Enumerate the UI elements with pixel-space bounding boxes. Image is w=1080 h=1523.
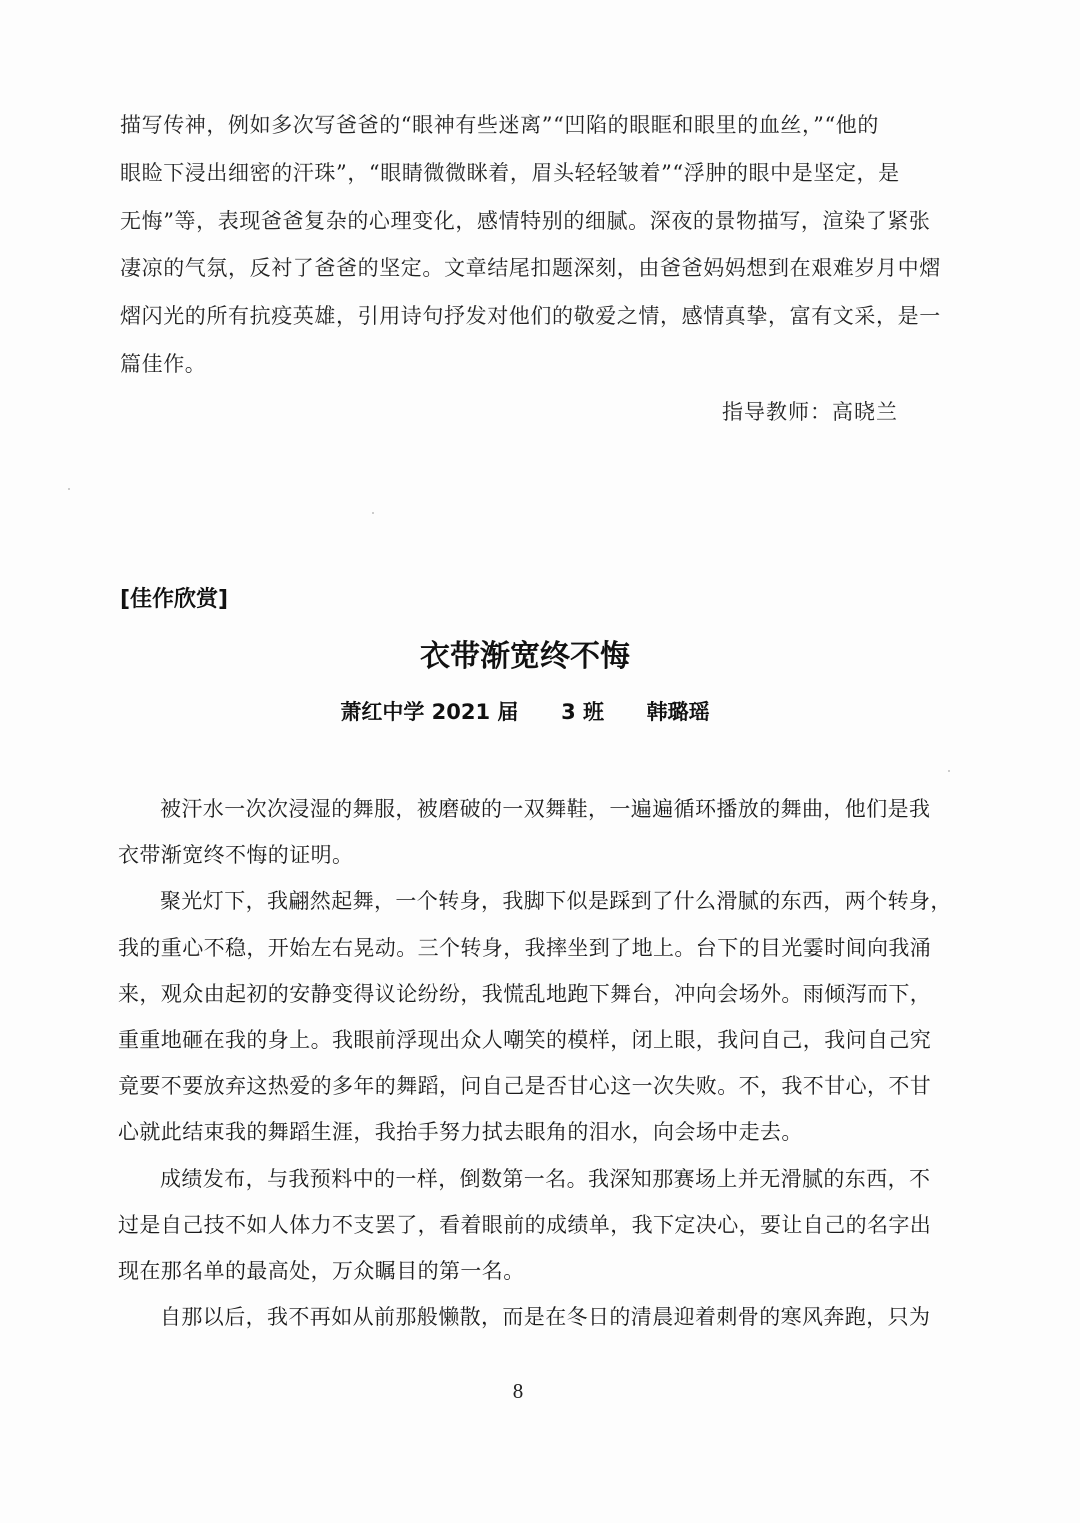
- essay-line: 重重地砸在我的身上。我眼前浮现出众人嘲笑的模样，闭上眼，我问自己，我问自己究: [118, 1027, 932, 1052]
- byline-class: 3 班: [561, 700, 604, 724]
- scan-speck: [372, 512, 374, 514]
- comment-line: 无悔”等，表现爸爸复杂的心理变化，感情特别的细腻。深夜的景物描写，渲染了紧张: [120, 208, 931, 233]
- essay-line: 过是自己技不如人体力不支罢了，看着眼前的成绩单，我下定决心，要让自己的名字出: [118, 1212, 932, 1237]
- essay-body: [118, 786, 952, 1340]
- comment-line: 凄凉的气氛，反衬了爸爸的坚定。文章结尾扣题深刻，由爸爸妈妈想到在艰难岁月中熠: [120, 256, 941, 281]
- essay-line: 心就此结束我的舞蹈生涯，我抬手努力拭去眼角的泪水，向会场中走去。: [118, 1120, 803, 1145]
- essay-line: 自那以后，我不再如从前那般懒散，而是在冬日的清晨迎着刺骨的寒风奔跑，只为: [160, 1305, 931, 1330]
- essay-line: 衣带渐宽终不悔的证明。: [118, 843, 354, 868]
- essay-line: 来，观众由起初的安静变得议论纷纷，我慌乱地跑下舞台，冲向会场外。雨倾泻而下，: [118, 981, 932, 1006]
- essay-line: 聚光灯下，我翩然起舞，一个转身，我脚下似是踩到了什么滑腻的东西，两个转身，: [160, 889, 952, 914]
- byline-author: 韩璐瑶: [646, 700, 710, 724]
- essay-line: 我的重心不稳，开始左右晃动。三个转身，我摔坐到了地上。台下的目光霎时间向我涌: [118, 935, 932, 960]
- page-number: 8: [512, 1379, 524, 1403]
- essay-line: 被汗水一次次浸湿的舞服，被磨破的一双舞鞋，一遍遍循环播放的舞曲，他们是我: [160, 797, 931, 821]
- comment-line: 篇佳作。: [120, 351, 207, 376]
- comment-line: 描写传神，例如多次写爸爸的“眼神有些迷离”“凹陷的眼眶和眼里的血丝，”“他的: [120, 113, 879, 137]
- essay-line: 现在那名单的最高处，万众瞩目的第一名。: [118, 1258, 525, 1283]
- comment-line: 熠闪光的所有抗疫英雄，引用诗句抒发对他们的敬爱之情，感情真挚，富有文采，是一: [120, 304, 941, 329]
- scan-speck: [68, 488, 70, 490]
- scan-speck: [948, 770, 950, 772]
- essay-line: 成绩发布，与我预料中的一样，倒数第一名。我深知那赛场上并无滑腻的东西，不: [160, 1166, 931, 1191]
- section-tag: [佳作欣赏]: [120, 587, 229, 612]
- essay-title: 衣带渐宽终不悔: [420, 639, 630, 674]
- comment-line: 眼睑下浸出细密的汗珠”，“眼睛微微眯着，眉头轻轻皱着”“浮肿的眼中是坚定，是: [120, 160, 900, 185]
- byline-school: 萧红中学 2021 届: [340, 700, 519, 724]
- teacher-signature: 指导教师：高晓兰: [722, 400, 898, 424]
- essay-byline: [0, 692, 1050, 732]
- teacher-comment: [120, 102, 940, 389]
- essay-line: 竟要不要放弃这热爱的多年的舞蹈，问自己是否甘心这一次失败。不，我不甘心，不甘: [118, 1074, 932, 1099]
